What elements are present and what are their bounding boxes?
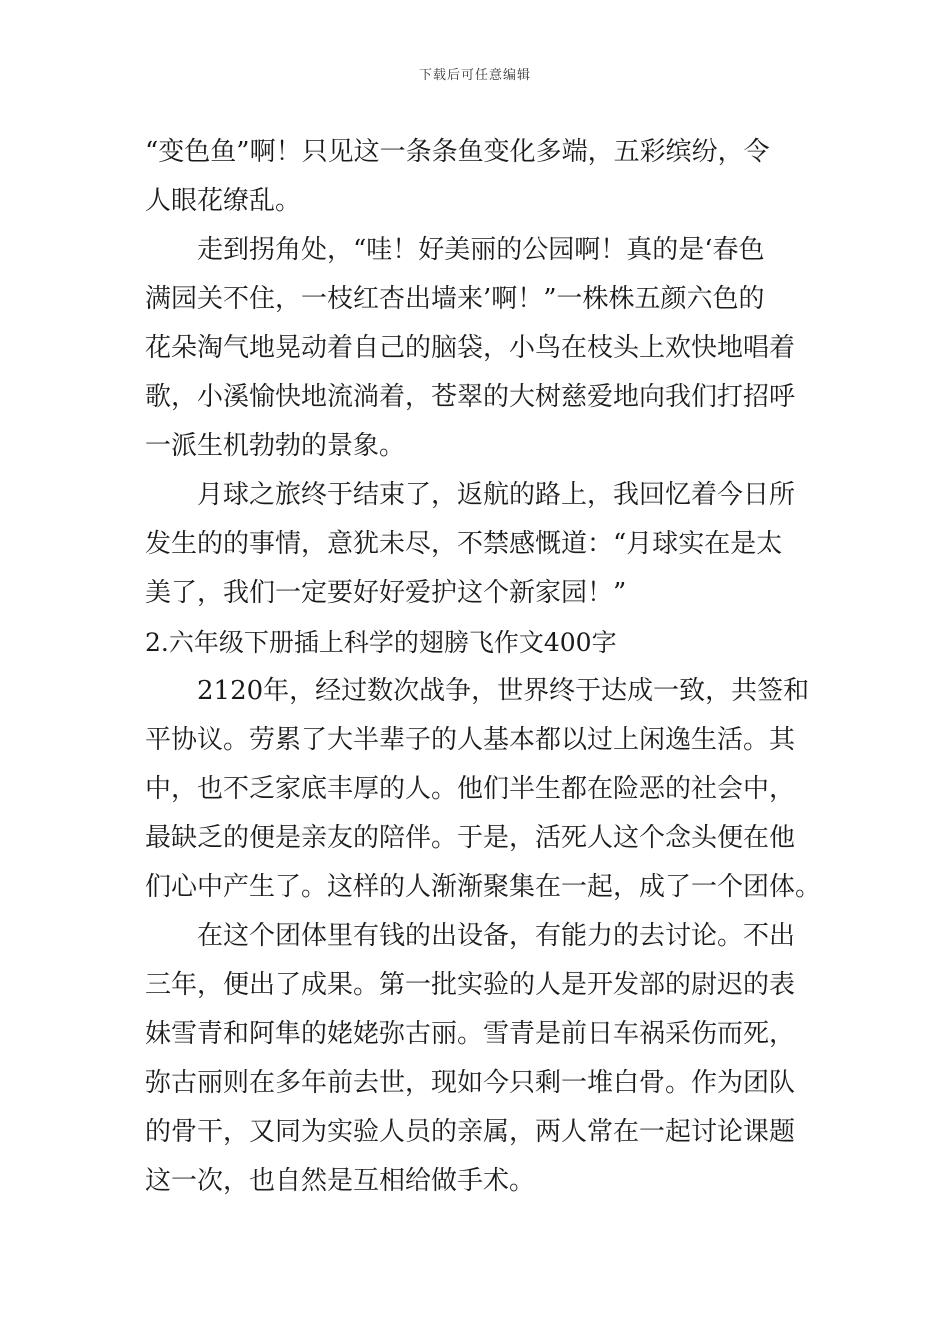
text-line: 2120年，经过数次战争，世界终于达成一致，共签和 <box>197 676 810 706</box>
text-line: 们心中产生了。这样的人渐渐聚集在一起，成了一个团体。 <box>145 872 822 902</box>
text-line: 发生的的事情，意犹未尽，不禁感慨道：“月球实在是太 <box>145 529 783 559</box>
paragraph <box>145 226 810 471</box>
text-line: 在这个团体里有钱的出设备，有能力的去讨论。不出 <box>197 921 796 951</box>
text-line: 三年，便出了成果。第一批实验的人是开发部的尉迟的表 <box>145 970 796 1000</box>
page-header: 下载后可任意编辑 <box>418 68 531 83</box>
text-line: 最缺乏的便是亲友的陪伴。于是，活死人这个念头便在他 <box>145 823 796 853</box>
text-line: 妹雪青和阿隼的姥姥弥古丽。雪青是前日车祸采伤而死， <box>145 1019 796 1049</box>
text-line: 平协议。劳累了大半辈子的人基本都以过上闲逸生活。其 <box>145 725 796 755</box>
text-line: 这一次，也自然是互相给做手术。 <box>145 1166 536 1196</box>
text-line: 人眼花缭乱。 <box>145 186 302 216</box>
text-line: 走到拐角处，“哇！好美丽的公园啊！真的是‘春色 <box>197 235 765 265</box>
text-line: “变色鱼”啊！只见这一条条鱼变化多端，五彩缤纷，令 <box>145 137 770 167</box>
text-line: 2.六年级下册插上科学的翅膀飞作文400字 <box>145 628 617 657</box>
paragraph <box>145 471 810 618</box>
paragraph <box>145 912 810 1206</box>
text-line: 花朵淘气地晃动着自己的脑袋，小鸟在枝头上欢快地唱着 <box>145 333 796 363</box>
text-line: 一派生机勃勃的景象。 <box>145 431 406 461</box>
section-heading <box>145 618 810 667</box>
text-line: 歌，小溪愉快地流淌着，苍翠的大树慈爱地向我们打招呼 <box>145 382 796 412</box>
paragraph <box>145 128 810 226</box>
text-line: 月球之旅终于结束了，返航的路上，我回忆着今日所 <box>197 480 796 510</box>
document-body <box>145 128 822 1206</box>
text-line: 中，也不乏家底丰厚的人。他们半生都在险恶的社会中， <box>145 774 796 804</box>
text-line: 弥古丽则在多年前去世，现如今只剩一堆白骨。作为团队 <box>145 1068 796 1098</box>
paragraph <box>145 667 822 912</box>
text-line: 的骨干，又同为实验人员的亲属，两人常在一起讨论课题 <box>145 1117 796 1147</box>
text-line: 满园关不住，一枝红杏出墙来’啊！”一株株五颜六色的 <box>145 284 765 314</box>
text-line: 美了，我们一定要好好爱护这个新家园！” <box>145 578 627 608</box>
